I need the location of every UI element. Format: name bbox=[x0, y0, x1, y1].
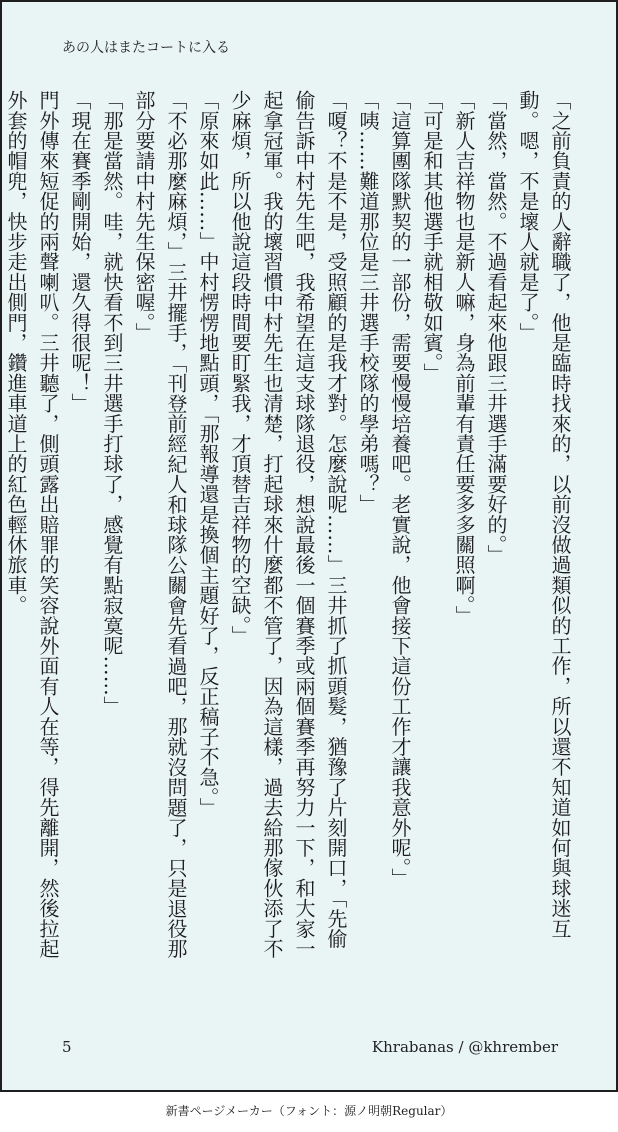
author-credit: Khrabanas / @khrember bbox=[371, 1038, 558, 1056]
vertical-text-body bbox=[0, 90, 576, 960]
paragraph: 「可是和其他選手就相敬如賓。」 bbox=[420, 90, 444, 383]
book-title: あの人はまたコートに入る bbox=[62, 40, 230, 56]
paragraph: 「新人吉祥物也是新人嘛，身為前輩有責任要多多關照啊。」 bbox=[452, 90, 476, 626]
paragraph: 「那是當然。哇，就快看不到三井選手打球了，感覺有點寂寞呢……」 bbox=[100, 90, 124, 717]
paragraph: 「不必那麼麻煩，」三井擺手，「刊登前經紀人和球隊公關會先看過吧，那就沒問題了，只是退役那部分要請中村先生保密喔。」 bbox=[132, 90, 188, 959]
paragraph: 「現在賽季剛開始，還久得很呢！」 bbox=[68, 90, 92, 414]
paragraph: 「嗄？不是不是，受照顧的是我才對。怎麼說呢……」三井抓了抓頭髮，猶豫了片刻開口，「先偷偷告訴中村先生吧，我希望在這支球隊退役，想說最後一個賽季或兩個賽季再努力一下，和大家一起拿冠軍。我的壞習慣中村先生也清楚，打起球來什麼都不管了，因為這樣，過去給那傢伙添了不少麻煩，所以他說這段時間要盯緊我，才頂替吉祥物的空缺。」 bbox=[228, 90, 348, 959]
paragraph: 「這算團隊默契的一部份，需要慢慢培養吧。老實說，他會接下這份工作才讓我意外呢。」 bbox=[388, 90, 412, 888]
paragraph: 「原來如此……」中村愣愣地點頭，「那報導還是換個主題好了，反正稿子不急。」 bbox=[196, 90, 220, 818]
paragraph: 「咦……難道那位是三井選手校隊的學弟嗎？」 bbox=[356, 90, 380, 515]
generator-credit: 新書ページメーカー（フォント：源ノ明朝Regular） bbox=[165, 1104, 453, 1118]
paragraph: 「之前負責的人辭職了，他是臨時找來的，以前沒做過類似的工作，所以還不知道如何與球迷互動。嗯，不是壞人就是了。」 bbox=[516, 90, 572, 939]
paragraph: 「當然，當然。不過看起來他跟三井選手滿要好的。」 bbox=[484, 90, 508, 565]
paragraph: 門外傳來短促的兩聲喇叭。三井聽了，側頭露出賠罪的笑容說外面有人在等，得先離開，然後拉起外套的帽兜，快步走出側門，鑽進車道上的紅色輕休旅車。 bbox=[4, 90, 60, 959]
page-number: 5 bbox=[62, 1038, 72, 1056]
